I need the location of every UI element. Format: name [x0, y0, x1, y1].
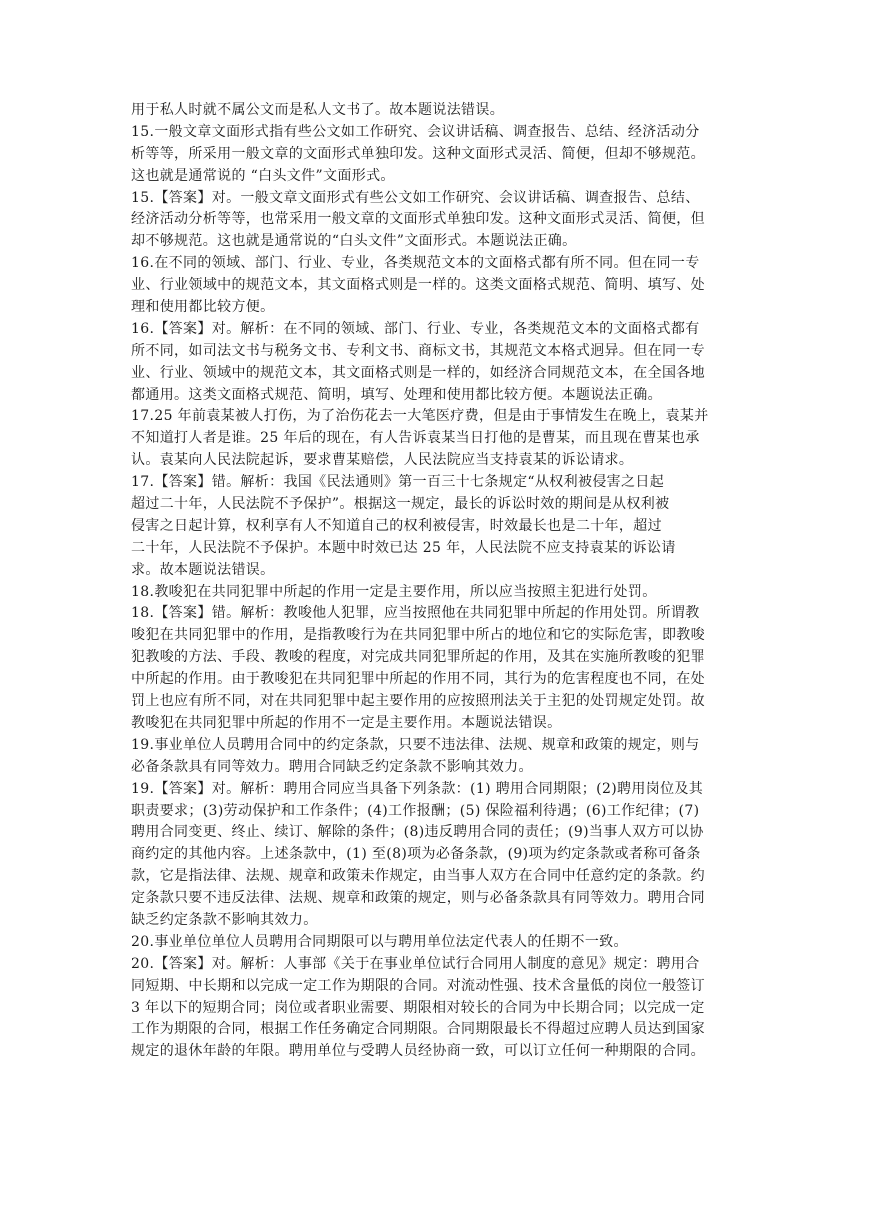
answer-15: 15.【答案】对。一般文章文面形式有些公文如工作研究、会议讲话稿、调查报告、总结、	[131, 189, 700, 206]
text-line: 经济活动分析等等，也常采用一般文章的文面形式单独印发。这种文面形式灵活、简便，但	[131, 211, 705, 228]
text-line: 职责要求；(3)劳动保护和工作条件；(4)工作报酬；(5) 保险福利待遇；(6)工作纪律；(7)	[131, 802, 700, 819]
text-line: 3 年以下的短期合同；岗位或者职业需要、期限相对较长的合同为中长期合同；以完成一定	[131, 999, 705, 1016]
question-15: 15.一般文章文面形式指有些公文如工作研究、会议讲话稿、调查报告、总结、经济活动分	[131, 123, 700, 140]
answer-19: 19.【答案】对。解析：聘用合同应当具备下列条款：(1) 聘用合同期限；(2)聘用岗位及其	[131, 780, 704, 797]
answer-20: 20.【答案】对。解析：人事部《关于在事业单位试行合同用人制度的意见》规定：聘用合	[131, 955, 700, 972]
text-line: 罚上也应有所不同，对在共同犯罪中起主要作用的应按照刑法关于主犯的处罚规定处罚。故	[131, 693, 705, 710]
text-line: 规定的退休年龄的年限。聘用单位与受聘人员经协商一致，可以订立任何一种期限的合同。	[131, 1043, 705, 1060]
text-line: 都通用。这类文面格式规范、简明，填写、处理和使用都比较方便。本题说法正确。	[131, 386, 662, 403]
text-line: 款，它是指法律、法规、规章和政策未作规定，由当事人双方在合同中任意约定的条款。约	[131, 868, 705, 885]
text-line: 超过二十年，人民法院不予保护”。根据这一规定，最长的诉讼时效的期间是从权利被	[131, 496, 670, 513]
text-line: 唆犯在共同犯罪中的作用，是指教唆行为在共同犯罪中所占的地位和它的实际危害，即教唆	[131, 627, 705, 644]
text-line: 教唆犯在共同犯罪中所起的作用不一定是主要作用。本题说法错误。	[131, 714, 562, 731]
text-line: 定条款只要不违反法律、法规、规章和政策的规定，则与必备条款具有同等效力。聘用合同	[131, 890, 705, 907]
text-line: 必备条款具有同等效力。聘用合同缺乏约定条款不影响其效力。	[131, 758, 533, 775]
question-19: 19.事业单位人员聘用合同中的约定条款，只要不违法律、法规、规章和政策的规定，则与	[131, 736, 700, 753]
text-line: 这也就是通常说的 “白头文件”文面形式。	[131, 167, 395, 184]
text-line: 中所起的作用。由于教唆犯在共同犯罪中所起的作用不同，其行为的危害程度也不同，在处	[131, 671, 705, 688]
answer-16: 16.【答案】对。解析：在不同的领域、部门、行业、专业，各类规范文本的文面格式都有	[131, 320, 700, 337]
question-18: 18.教唆犯在共同犯罪中所起的作用一定是主要作用，所以应当按照主犯进行处罚。	[131, 583, 657, 600]
text-line: 业、行业、领域中的规范文本，其文面格式则是一样的，如经济合同规范文本，在全国各地	[131, 364, 705, 381]
question-20: 20.事业单位单位人员聘用合同期限可以与聘用单位法定代表人的任期不一致。	[131, 933, 628, 950]
text-line: 认。袁某向人民法院起诉，要求曹某赔偿，人民法院应当支持袁某的诉讼请求。	[131, 452, 634, 469]
text-line: 理和使用都比较方便。	[131, 299, 275, 316]
text-line: 侵害之日起计算，权利享有人不知道自己的权利被侵害，时效最长也是二十年，超过	[131, 517, 662, 534]
text-line: 所不同，如司法文书与税务文书、专利文书、商标文书，其规范文本格式迥异。但在同一专	[131, 342, 705, 359]
text-line: 不知道打人者是谁。25 年后的现在，有人告诉袁某当日打他的是曹某，而且现在曹某也承	[131, 430, 700, 447]
text-line: 缺乏约定条款不影响其效力。	[131, 911, 318, 928]
text-line: 工作为期限的合同，根据工作任务确定合同期限。合同期限最长不得超过应聘人员达到国家	[131, 1021, 705, 1038]
text-line: 二十年，人民法院不予保护。本题中时效已达 25 年，人民法院不应支持袁某的诉讼请	[131, 539, 676, 556]
text-line: 聘用合同变更、终止、续订、解除的条件；(8)违反聘用合同的责任；(9)当事人双方可以协	[131, 824, 704, 841]
text-line: 同短期、中长期和以完成一定工作为期限的合同。对流动性强、技术含量低的岗位一般签订	[131, 977, 705, 994]
text-line: 用于私人时就不属公文而是私人文书了。故本题说法错误。	[131, 102, 505, 118]
text-line: 求。故本题说法错误。	[131, 561, 275, 578]
text-line: 业、行业领域中的规范文本，其文面格式则是一样的。这类文面格式规范、简明、填写、处	[131, 277, 705, 294]
question-16: 16.在不同的领域、部门、行业、专业，各类规范文本的文面格式都有所不同。但在同一专	[131, 255, 700, 272]
answer-18: 18.【答案】错。解析：教唆他人犯罪，应当按照他在共同犯罪中所起的作用处罚。所谓教	[131, 605, 700, 622]
text-line: 却不够规范。这也就是通常说的“白头文件”文面形式。本题说法正确。	[131, 233, 577, 250]
text-line: 犯教唆的方法、手段、教唆的程度，对完成共同犯罪所起的作用，及其在实施所教唆的犯罪	[131, 649, 705, 666]
text-line: 析等等，所采用一般文章的文面形式单独印发。这种文面形式灵活、简便，但却不够规范。	[131, 145, 705, 162]
text-line: 商约定的其他内容。上述条款中，(1) 至(8)项为必备条款，(9)项为约定条款或者称可备条	[131, 846, 701, 863]
answer-17: 17.【答案】错。解析：我国《民法通则》第一百三十七条规定“从权利被侵害之日起	[131, 474, 665, 491]
document-page	[131, 100, 741, 1063]
question-17: 17.25 年前袁某被人打伤，为了治伤花去一大笔医疗费，但是由于事情发生在晚上，袁某并	[131, 408, 709, 425]
